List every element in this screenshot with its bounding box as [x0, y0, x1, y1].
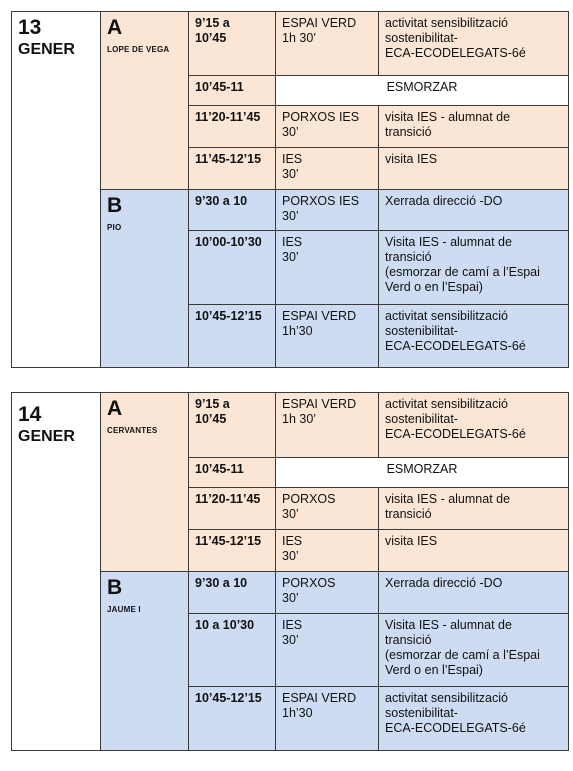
- group-cell: [101, 190, 189, 368]
- place-line: ESPAI VERD: [282, 309, 357, 323]
- time-line: 10’45-11: [195, 462, 244, 476]
- duration-line: 1h’30: [282, 324, 313, 338]
- place-cell: [276, 231, 379, 305]
- break-cell: [276, 76, 569, 106]
- activity-cell: [379, 106, 569, 148]
- activity-line: Verd o en l’Espai): [385, 663, 483, 677]
- day-month: GENER: [18, 41, 75, 58]
- activity-line: ECA-ECODELEGATS-6é: [385, 427, 526, 441]
- activity-line: Xerrada direcció -DO: [385, 576, 503, 590]
- time-line: 10’45-11: [195, 80, 244, 94]
- school-name: PIO: [107, 223, 122, 232]
- group-letter: A: [107, 16, 123, 39]
- duration-line: 30’: [282, 209, 299, 223]
- activity-cell: [379, 12, 569, 76]
- schedule-table-day-13: [11, 11, 569, 368]
- activity-cell: [379, 572, 569, 614]
- place-line: PORXOS: [282, 492, 336, 506]
- time-cell: [189, 76, 276, 106]
- break-label: ESMORZAR: [386, 462, 458, 476]
- place-cell: [276, 572, 379, 614]
- activity-cell: [379, 305, 569, 368]
- place-line: ESPAI VERD: [282, 691, 357, 705]
- time-line: 10’45-12’15: [195, 691, 262, 705]
- activity-line: activitat sensibilització: [385, 691, 508, 705]
- place-cell: [276, 190, 379, 231]
- activity-line: activitat sensibilització: [385, 397, 508, 411]
- time-line: 10 a 10’30: [195, 618, 255, 632]
- time-line: 9’30 a 10: [195, 194, 248, 208]
- place-line: IES: [282, 534, 303, 548]
- activity-line: ECA-ECODELEGATS-6é: [385, 721, 526, 735]
- duration-line: 1h 30’: [282, 412, 317, 426]
- day-number: 14: [18, 403, 42, 426]
- time-cell: [189, 614, 276, 687]
- duration-line: 30’: [282, 507, 299, 521]
- group-cell: [101, 393, 189, 572]
- activity-cell: [379, 530, 569, 572]
- time-cell: [189, 305, 276, 368]
- activity-cell: [379, 393, 569, 458]
- place-line: ESPAI VERD: [282, 397, 357, 411]
- time-cell: [189, 12, 276, 76]
- activity-line: visita IES: [385, 152, 438, 166]
- place-cell: [276, 530, 379, 572]
- activity-line: visita IES - alumnat de: [385, 110, 511, 124]
- duration-line: 1h 30’: [282, 31, 317, 45]
- activity-line: sostenibilitat-: [385, 324, 458, 338]
- time-line: 11’20-11’45: [195, 110, 261, 124]
- place-cell: [276, 614, 379, 687]
- place-cell: [276, 12, 379, 76]
- activity-line: Visita IES - alumnat de: [385, 235, 512, 249]
- time-line: 11’45-12’15: [195, 534, 262, 548]
- school-name: JAUME I: [107, 605, 141, 614]
- activity-line: Xerrada direcció -DO: [385, 194, 503, 208]
- time-line: 11’20-11’45: [195, 492, 261, 506]
- activity-cell: [379, 231, 569, 305]
- place-line: PORXOS IES: [282, 110, 360, 124]
- activity-line: (esmorzar de camí a l’Espai: [385, 648, 540, 662]
- time-cell: [189, 687, 276, 751]
- place-line: PORXOS IES: [282, 194, 360, 208]
- day-number: 13: [18, 16, 42, 39]
- time-line: 10’00-10’30: [195, 235, 262, 249]
- activity-line: ECA-ECODELEGATS-6é: [385, 46, 526, 60]
- break-cell: [276, 458, 569, 488]
- time-line: 9’15 a: [195, 16, 230, 30]
- time-cell: [189, 190, 276, 231]
- school-name: CERVANTES: [107, 426, 158, 435]
- activity-cell: [379, 190, 569, 231]
- place-line: PORXOS: [282, 576, 336, 590]
- place-cell: [276, 393, 379, 458]
- place-line: IES: [282, 618, 303, 632]
- place-cell: [276, 488, 379, 530]
- time-cell: [189, 393, 276, 458]
- place-cell: [276, 148, 379, 190]
- place-cell: [276, 106, 379, 148]
- activity-cell: [379, 148, 569, 190]
- activity-line: transició: [385, 507, 432, 521]
- activity-line: visita IES - alumnat de: [385, 492, 511, 506]
- time-line: 10’45: [195, 412, 227, 426]
- group-letter: B: [107, 576, 123, 599]
- group-cell: [101, 572, 189, 751]
- activity-line: sostenibilitat-: [385, 706, 458, 720]
- time-cell: [189, 231, 276, 305]
- schedule-table-day-14: [11, 392, 569, 751]
- time-cell: [189, 530, 276, 572]
- activity-line: visita IES: [385, 534, 438, 548]
- activity-line: sostenibilitat-: [385, 31, 458, 45]
- group-letter: B: [107, 194, 123, 217]
- day-cell: [12, 12, 101, 368]
- duration-line: 30’: [282, 167, 299, 181]
- group-cell: [101, 12, 189, 190]
- time-cell: [189, 106, 276, 148]
- time-line: 9’15 a: [195, 397, 230, 411]
- duration-line: 30’: [282, 591, 299, 605]
- activity-line: transició: [385, 633, 432, 647]
- duration-line: 30’: [282, 549, 299, 563]
- activity-line: transició: [385, 250, 432, 264]
- duration-line: 30’: [282, 633, 299, 647]
- time-cell: [189, 458, 276, 488]
- time-line: 10’45-12’15: [195, 309, 262, 323]
- activity-line: activitat sensibilització: [385, 309, 508, 323]
- place-line: IES: [282, 235, 303, 249]
- place-cell: [276, 305, 379, 368]
- activity-line: (esmorzar de camí a l’Espai: [385, 265, 540, 279]
- place-cell: [276, 687, 379, 751]
- activity-line: ECA-ECODELEGATS-6é: [385, 339, 526, 353]
- group-letter: A: [107, 397, 123, 420]
- day-month: GENER: [18, 428, 75, 445]
- time-cell: [189, 488, 276, 530]
- activity-line: activitat sensibilització: [385, 16, 508, 30]
- time-line: 10’45: [195, 31, 227, 45]
- duration-line: 30’: [282, 250, 299, 264]
- time-line: 11’45-12’15: [195, 152, 262, 166]
- activity-cell: [379, 614, 569, 687]
- activity-line: transició: [385, 125, 432, 139]
- time-cell: [189, 148, 276, 190]
- activity-line: Verd o en l’Espai): [385, 280, 483, 294]
- activity-cell: [379, 488, 569, 530]
- day-cell: [12, 393, 101, 751]
- activity-cell: [379, 687, 569, 751]
- activity-line: Visita IES - alumnat de: [385, 618, 512, 632]
- time-line: 9’30 a 10: [195, 576, 248, 590]
- school-name: LOPE DE VEGA: [107, 45, 170, 54]
- time-cell: [189, 572, 276, 614]
- duration-line: 1h’30: [282, 706, 313, 720]
- place-line: ESPAI VERD: [282, 16, 357, 30]
- break-label: ESMORZAR: [386, 80, 458, 94]
- place-line: IES: [282, 152, 303, 166]
- duration-line: 30’: [282, 125, 299, 139]
- activity-line: sostenibilitat-: [385, 412, 458, 426]
